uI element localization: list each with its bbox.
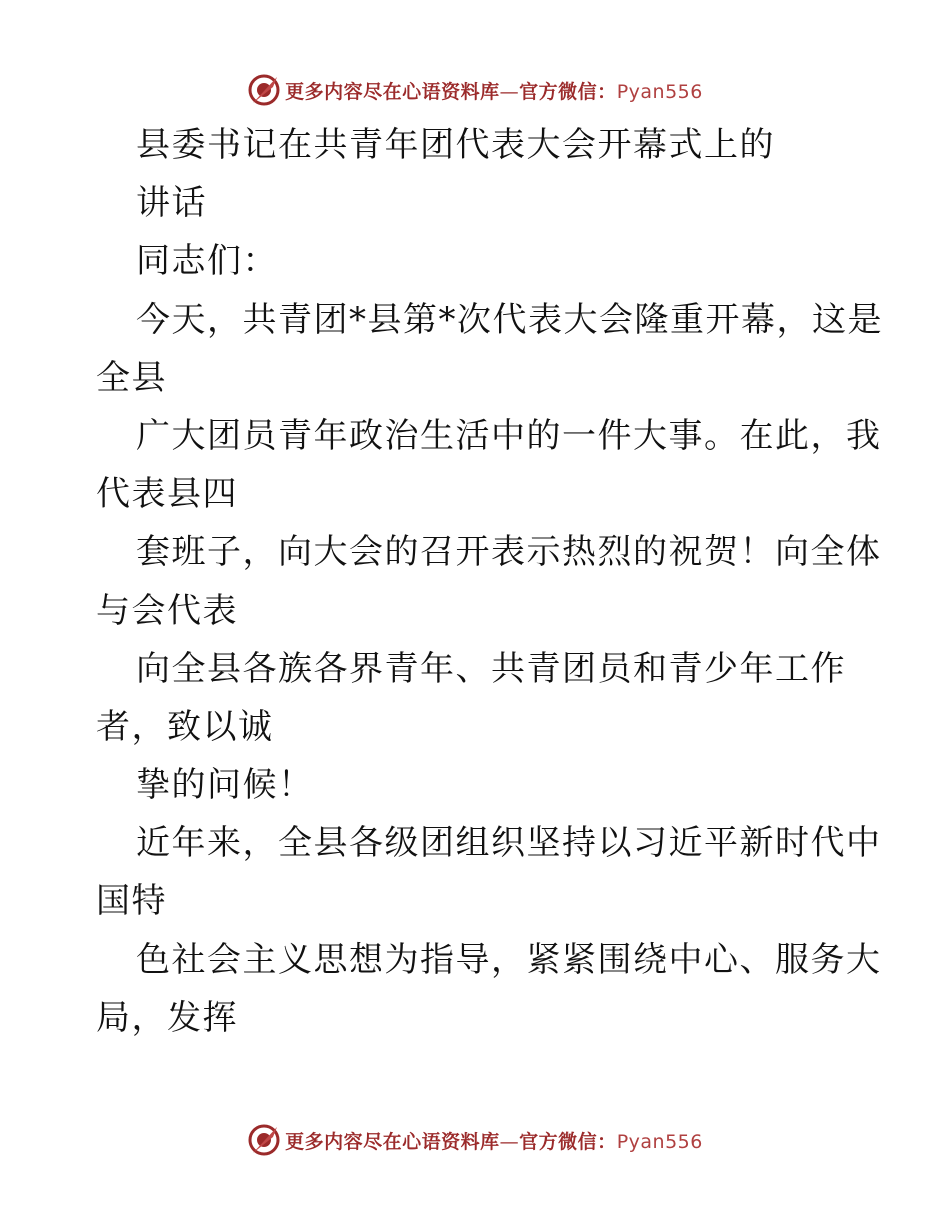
text-line: 县委书记在共青年团代表大会开幕式上的 [136, 125, 775, 165]
watermark-header [0, 70, 950, 110]
quill-seal-icon [247, 1123, 281, 1157]
text-line: 广大团员青年政治生活中的一件大事。在此，我 [136, 415, 882, 456]
text-line: 色社会主义思想为指导，紧紧围绕中心、服务大 [136, 939, 882, 980]
text-line: 与会代表 [96, 590, 238, 631]
text-line: 者，致以诚 [96, 706, 274, 747]
document-body [96, 116, 883, 1047]
watermark-text: 更多内容尽在心语资料库—官方微信：Pyan556 [285, 1130, 703, 1153]
text-line: 局，发挥 [96, 997, 238, 1038]
watermark-footer [0, 1120, 950, 1160]
text-line: 代表县四 [96, 474, 238, 515]
quill-seal-icon [247, 73, 281, 107]
text-line: 同志们： [136, 241, 278, 282]
watermark-text: 更多内容尽在心语资料库—官方微信：Pyan556 [285, 80, 703, 103]
text-line: 挚的问候！ [136, 765, 314, 806]
text-line: 讲话 [136, 183, 207, 224]
text-line: 近年来，全县各级团组织坚持以习近平新时代中 [136, 823, 882, 864]
text-line: 全县 [96, 357, 167, 398]
text-line: 国特 [96, 881, 167, 922]
text-line: 向全县各族各界青年、共青团员和青少年工作 [136, 648, 846, 689]
text-line: 套班子，向大会的召开表示热烈的祝贺！向全体 [136, 532, 882, 573]
text-line: 今天，共青团*县第*次代表大会隆重开幕，这是 [136, 299, 883, 340]
